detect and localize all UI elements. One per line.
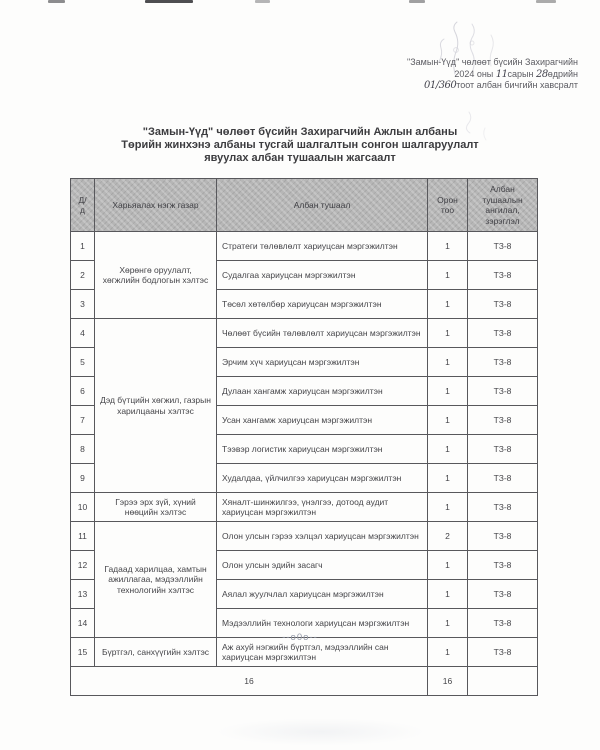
scan-smudge xyxy=(216,718,426,746)
row-number-cell: 6 xyxy=(71,377,95,406)
table-row xyxy=(71,493,538,522)
title-line-1: "Замын-Үүд" чөлөөт бүсийн Захирагчийн Ажлын албаны xyxy=(142,126,458,138)
count-cell: 2 xyxy=(428,522,468,551)
reference-number-text: тоот албан бичгийн хавсралт xyxy=(456,80,578,90)
total-grade-cell xyxy=(468,667,538,696)
scan-artifact-dash xyxy=(409,0,425,3)
table-header-row xyxy=(71,179,538,232)
grade-cell: ТЗ-8 xyxy=(468,580,538,609)
total-row xyxy=(71,667,538,696)
position-cell: Олон улсын эдийн засагч xyxy=(217,551,428,580)
count-cell: 1 xyxy=(428,609,468,638)
row-number-cell: 15 xyxy=(71,638,95,667)
row-number-cell: 11 xyxy=(71,522,95,551)
count-cell: 1 xyxy=(428,551,468,580)
count-cell: 1 xyxy=(428,261,468,290)
department-cell: Дэд бүтцийн хөгжил, газрын харилцааны хэлтэс xyxy=(95,319,217,493)
count-cell: 1 xyxy=(428,580,468,609)
row-number-cell: 10 xyxy=(71,493,95,522)
date-prefix: 2024 оны xyxy=(454,68,496,79)
grade-cell: ТЗ-8 xyxy=(468,493,538,522)
department-cell: Бүртгэл, санхүүгийн хэлтэс xyxy=(95,638,217,667)
table-row xyxy=(71,232,538,261)
grade-cell: ТЗ-8 xyxy=(468,406,538,435)
column-header-position: Албан тушаал xyxy=(217,179,428,232)
count-cell: 1 xyxy=(428,638,468,667)
scan-artifact-dash xyxy=(536,0,556,3)
scan-artifact-dash xyxy=(48,0,65,3)
row-number-cell: 12 xyxy=(71,551,95,580)
grade-cell: ТЗ-8 xyxy=(468,290,538,319)
position-cell: Худалдаа, үйлчилгээ хариуцсан мэргэжилтэн xyxy=(217,464,428,493)
position-cell: Тээвэр логистик хариуцсан мэргэжилтэн xyxy=(217,435,428,464)
column-header-grade: Албан тушаалын ангилал, зэрэглэл xyxy=(468,179,538,232)
table-body xyxy=(71,232,538,667)
reference-date-line xyxy=(407,69,578,81)
count-cell: 1 xyxy=(428,377,468,406)
grade-cell: ТЗ-8 xyxy=(468,377,538,406)
table-footer xyxy=(71,667,538,696)
total-merged-cell: 16 xyxy=(71,667,428,696)
position-cell: Судалгаа хариуцсан мэргэжилтэн xyxy=(217,261,428,290)
position-cell: Төсөл хөтөлбөр хариуцсан мэргэжилтэн xyxy=(217,290,428,319)
count-cell: 1 xyxy=(428,319,468,348)
count-cell: 1 xyxy=(428,464,468,493)
grade-cell: ТЗ-8 xyxy=(468,232,538,261)
grade-cell: ТЗ-8 xyxy=(468,638,538,667)
reference-number-line xyxy=(407,80,578,92)
position-cell: Стратеги төлөвлөлт хариуцсан мэргэжилтэн xyxy=(217,232,428,261)
row-number-cell: 4 xyxy=(71,319,95,348)
position-cell: Олон улсын гэрээ хэлцэл хариуцсан мэргэжилтэн xyxy=(217,522,428,551)
grade-cell: ТЗ-8 xyxy=(468,609,538,638)
total-count-cell: 16 xyxy=(428,667,468,696)
row-number-cell: 2 xyxy=(71,261,95,290)
grade-cell: ТЗ-8 xyxy=(468,522,538,551)
grade-cell: ТЗ-8 xyxy=(468,551,538,580)
grade-cell: ТЗ-8 xyxy=(468,261,538,290)
end-of-document-mark: --о0о-- xyxy=(282,632,318,643)
row-number-cell: 1 xyxy=(71,232,95,261)
count-cell: 1 xyxy=(428,406,468,435)
department-cell: Гадаад харилцаа, хамтын ажиллагаа, мэдээллийн технологийн хэлтэс xyxy=(95,522,217,638)
grade-cell: ТЗ-8 xyxy=(468,348,538,377)
title-line-2: Төрийн жинхэнэ албаны тусгай шалгалтын сонгон шалгаруулалт xyxy=(121,139,479,151)
count-cell: 1 xyxy=(428,493,468,522)
document-reference xyxy=(407,57,578,92)
position-cell: Хяналт-шинжилгээ, үнэлгээ, дотоод аудит хариуцсан мэргэжилтэн xyxy=(217,493,428,522)
position-cell: Мэдээллийн технологи хариуцсан мэргэжилтэн xyxy=(217,609,428,638)
grade-cell: ТЗ-8 xyxy=(468,435,538,464)
document-title xyxy=(0,126,600,165)
row-number-cell: 8 xyxy=(71,435,95,464)
table-row xyxy=(71,319,538,348)
position-cell: Усан хангамж хариуцсан мэргэжилтэн xyxy=(217,406,428,435)
department-cell: Хөрөнгө оруулалт, хөгжлийн бодлогын хэлтэс xyxy=(95,232,217,319)
count-cell: 1 xyxy=(428,348,468,377)
row-number-cell: 9 xyxy=(71,464,95,493)
count-cell: 1 xyxy=(428,290,468,319)
handwritten-day: 28 xyxy=(535,68,548,80)
title-line-3: явуулах албан тушаалын жагсаалт xyxy=(204,152,396,164)
table-header xyxy=(71,179,538,232)
table-row xyxy=(71,522,538,551)
column-header-number: Д/д xyxy=(71,179,95,232)
position-cell: Эрчим хүч хариуцсан мэргэжилтэн xyxy=(217,348,428,377)
positions-table xyxy=(70,178,538,696)
row-number-cell: 14 xyxy=(71,609,95,638)
grade-cell: ТЗ-8 xyxy=(468,319,538,348)
scan-artifact-dash xyxy=(145,0,193,3)
scan-artifact-dash xyxy=(255,0,270,3)
reference-org-line: "Замын-Үүд" чөлөөт бүсийн Захирагчийн xyxy=(407,57,578,67)
position-cell: Чөлөөт бүсийн төлөвлөлт хариуцсан мэргэжилтэн xyxy=(217,319,428,348)
handwritten-doc-number: 01/360 xyxy=(424,80,457,91)
row-number-cell: 13 xyxy=(71,580,95,609)
count-cell: 1 xyxy=(428,435,468,464)
grade-cell: ТЗ-8 xyxy=(468,464,538,493)
date-suffix: өдрийн xyxy=(547,68,578,79)
handwritten-month: 11 xyxy=(495,68,508,80)
count-cell: 1 xyxy=(428,232,468,261)
position-cell: Аялал жуулчлал хариуцсан мэргэжилтэн xyxy=(217,580,428,609)
position-cell: Аж ахуй нэгжийн бүртгэл, мэдээллийн сан хариуцсан мэргэжилтэн xyxy=(217,638,428,667)
date-mid: сарын xyxy=(507,68,536,79)
position-cell: Дулаан хангамж хариуцсан мэргэжилтэн xyxy=(217,377,428,406)
row-number-cell: 5 xyxy=(71,348,95,377)
column-header-count: Орон тоо xyxy=(428,179,468,232)
column-header-department: Харьяалах нэгж газар xyxy=(95,179,217,232)
row-number-cell: 3 xyxy=(71,290,95,319)
department-cell: Гэрээ эрх зүй, хүний нөөцийн хэлтэс xyxy=(95,493,217,522)
row-number-cell: 7 xyxy=(71,406,95,435)
